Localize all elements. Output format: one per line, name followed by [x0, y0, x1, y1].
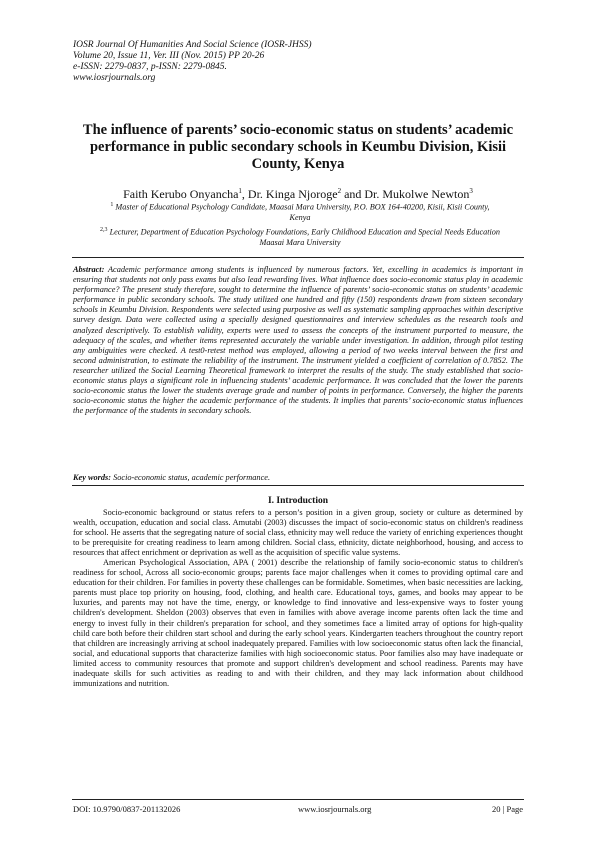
- affiliation-2: [100, 225, 500, 248]
- footer-page-number: 20 | Page: [492, 804, 523, 814]
- author-2: , Dr. Kinga Njoroge: [241, 187, 338, 201]
- journal-volume: Volume 20, Issue 11, Ver. III (Nov. 2015) PP 20-26: [73, 51, 265, 61]
- bottom-divider: [72, 485, 524, 486]
- journal-issn: e-ISSN: 2279-0837, p-ISSN: 2279-0845.: [73, 62, 227, 72]
- footer-divider: [72, 799, 524, 800]
- section-title-introduction: I. Introduction: [267, 496, 328, 506]
- author-1: Faith Kerubo Onyancha: [123, 187, 239, 201]
- author-list: [73, 184, 523, 201]
- footer-site[interactable]: www.iosrjournals.org: [298, 804, 372, 814]
- keywords-value: Socio-economic status, academic performance.: [111, 473, 271, 482]
- author-1-sup: 1: [238, 187, 242, 195]
- top-divider: [72, 257, 524, 258]
- abstract: [73, 265, 523, 416]
- affiliation-2-text: Lecturer, Department of Education Psychology Foundations, Early Childhood Education and Special Needs Education Maasai Mara University: [109, 227, 500, 247]
- author-3: and Dr. Mukolwe Newton: [341, 187, 470, 201]
- author-3-sup: 3: [469, 187, 473, 195]
- intro-paragraph-2: American Psychological Association, APA ( 2001) describe the relationship of family socio-economic status to children's readiness for school, Across all socio-economic groups; parents face major challenges when it comes to providing optimal care and education for their children. For families in poverty these challenges can be formidable. Sometimes, when basic necessities are lacking, parents must place top priority on housing, food, clothing, and health care. Educational toys, games, and books may appear to be luxuries, and parents may not have the time, energy, or knowledge to find innovative and less-expensive ways to foster young children's development. Sheldon (2003) observes that even in families with above average income parents often lack the time and energy to invest fully in their children's preparation for school, and they sometimes face a limited array of options for high-quality child care both before their children start school and during the early school years. Kindergarten teachers throughout the country report that children are increasingly arriving at school inadequately prepared. Families with low socioeconomic status often lack the financial, social, and educational supports that characterize families with high socioeconomic status. Poor families also may have inadequate or limited access to community resources that promote and support children's development and school readiness. Parents may have inadequate skills for such activities as reading to and with their children, and they may lack information about childhood immunizations and nutrition.: [73, 558, 523, 688]
- abstract-label: Abstract:: [73, 265, 105, 274]
- introduction-body: [73, 508, 523, 689]
- affiliation-2-sup: 2,3: [100, 227, 108, 233]
- author-2-sup: 2: [337, 187, 342, 195]
- keywords: [73, 473, 523, 483]
- intro-paragraph-1: Socio-economic background or status refers to a person’s position in a given group, society or culture as determined by wealth, occupation, education and social class. Amutabi (2003) discusses the impact of socio-economic status on children's readiness for school. He asserts that the segregating nature of social class, ethnicity may well reduce the variety of enriching experiences thought to be prerequisite for creating readiness to learn among children. Social class, ethnicity, dictate neighborhood, housing, and access to resources that affect enrichment or deprivation as well as the acquisition of specific value systems.: [73, 508, 523, 558]
- affiliation-1: [100, 200, 500, 223]
- affiliation-1-sup: 1: [110, 202, 114, 208]
- journal-header: [73, 40, 533, 84]
- affiliation-1-text: Master of Educational Psychology Candidate, Maasai Mara University, P.O. BOX 164-40200, Kisii, Kisii County, Kenya: [115, 202, 490, 222]
- keywords-label: Key words:: [73, 473, 112, 482]
- abstract-text: Academic performance among students is influenced by numerous factors. Yet, excelling in academics is important in ensuring that students not only pass exams but also lead rewarding lives. What influence does socio-economic status play in academic performance? The present study therefore, sought to determine the influence of parents’ socio-economic status on students’ academic performance in public secondary schools. The study utilized one hundred and fifty (150) respondents drawn from sixteen secondary schools in Keumbu Division. Respondents were selected using purposive as well as systematic sampling approaches within descriptive survey design. Data were collected using a specially designed questionnaires and interview schedules as the research tools and analyzed descriptively. To establish validity, experts were used to assess the concepts of the instrument purported to measure, the adequacy of the scales, and whether items represented accurately the variable under investigation. In addition, through pilot testing any ambiguities were checked. A test0-retest method was employed, allowing a period of two weeks interval between the first and second administration, to estimate the reliability of the instrument. The instrument yielded a coefficient of correlation of 0.7852. The researcher utilized the Social Learning Theoretical framework to interpret the results of the study. The study established that socio-economic status plays a significant role in influencing students’ academic performance. It was concluded that the lower the parents socio-economic status the lower the students average grade and number of points in performance. Conversely, the higher the parents socio-economic status the higher the academic performance of the students. It implies that parents’ socio-economic status influences the performance of the students in secondary schools.: [73, 265, 523, 416]
- footer-doi[interactable]: DOI: 10.9790/0837-201132026: [73, 804, 181, 814]
- journal-website[interactable]: www.iosrjournals.org: [73, 73, 156, 83]
- journal-name: IOSR Journal Of Humanities And Social Science (IOSR-JHSS): [73, 40, 312, 50]
- paper-title: The influence of parents’ socio-economic status on students’ academic performance in public secondary schools in Keumbu Division, Kisii County, Kenya: [82, 122, 514, 172]
